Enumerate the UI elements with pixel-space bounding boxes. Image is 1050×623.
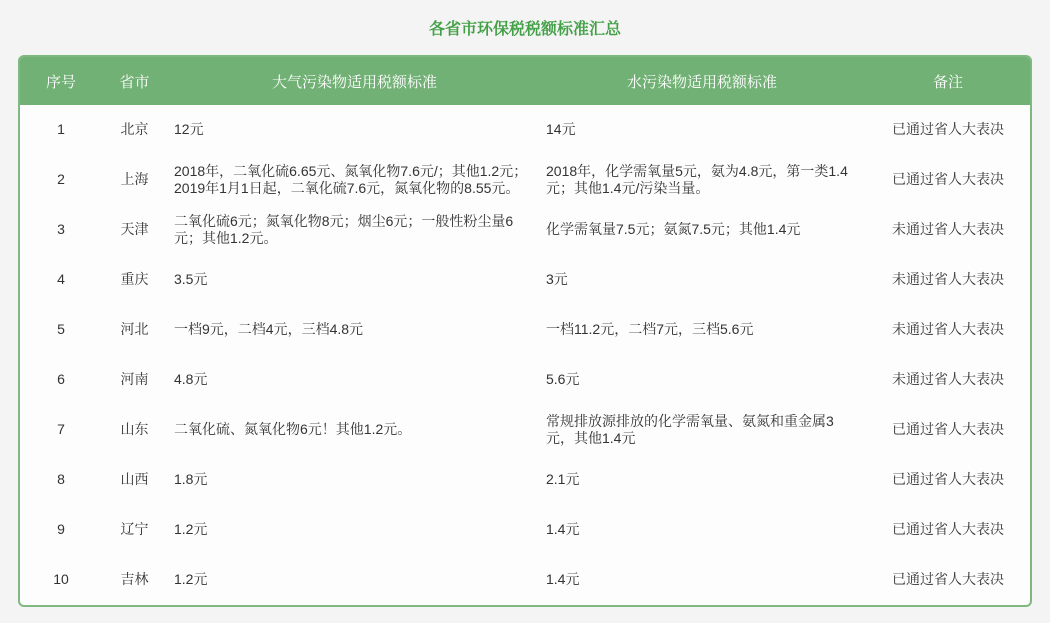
cell-index: 9 xyxy=(57,521,65,538)
cell-remark: 已通过省人大表决 xyxy=(892,421,1004,438)
cell-province: 吉林 xyxy=(120,571,149,588)
table-row xyxy=(20,205,1032,255)
cell-index: 2 xyxy=(57,171,65,188)
cell-air-standard: 1.2元 xyxy=(174,521,208,538)
page-title: 各省市环保税税额标准汇总 xyxy=(428,21,621,38)
cell-remark: 未通过省人大表决 xyxy=(892,221,1004,238)
cell-province: 山西 xyxy=(120,471,149,488)
cell-air-standard: 二氧化硫6元；氮氧化物8元；烟尘6元；一般性粉尘量6元；其他1.2元。 xyxy=(174,212,514,246)
table-row xyxy=(20,105,1032,155)
cell-remark: 未通过省人大表决 xyxy=(892,371,1004,388)
cell-remark: 已通过省人大表决 xyxy=(892,121,1004,138)
cell-air-standard: 3.5元 xyxy=(174,271,208,288)
cell-air-standard: 1.8元 xyxy=(174,471,208,488)
table-row xyxy=(20,405,1032,455)
cell-province: 河南 xyxy=(120,371,149,388)
cell-province: 北京 xyxy=(120,121,149,138)
cell-water-standard: 一档11.2元，二档7元，三档5.6元 xyxy=(546,321,754,338)
cell-province: 山东 xyxy=(120,421,149,438)
cell-remark: 已通过省人大表决 xyxy=(892,471,1004,488)
cell-index: 6 xyxy=(57,371,65,388)
cell-remark: 已通过省人大表决 xyxy=(892,171,1004,188)
cell-air-standard: 二氧化硫、氮氧化物6元！其他1.2元。 xyxy=(174,421,412,438)
cell-water-standard: 2018年，化学需氧量5元，氨为4.8元，第一类1.4元；其他1.4元/污染当量。 xyxy=(546,162,848,196)
header-cell-index: 序号 xyxy=(20,57,102,105)
cell-province: 河北 xyxy=(120,321,149,338)
table-row xyxy=(20,555,1032,605)
tax-standards-table xyxy=(20,57,1032,605)
table-row xyxy=(20,505,1032,555)
header-cell-province: 省市 xyxy=(102,57,167,105)
cell-remark: 已通过省人大表决 xyxy=(892,521,1004,538)
cell-water-standard: 常规排放源排放的化学需氧量、氨氮和重金属3元，其他1.4元 xyxy=(546,412,834,446)
table-header-row xyxy=(20,57,1032,105)
cell-remark: 未通过省人大表决 xyxy=(892,321,1004,338)
tax-standards-table-container xyxy=(18,55,1032,607)
cell-index: 8 xyxy=(57,471,65,488)
cell-province: 重庆 xyxy=(120,271,149,288)
header-cell-water: 水污染物适用税额标准 xyxy=(542,57,862,105)
cell-air-standard: 2018年，二氧化硫6.65元、氮氧化物7.6元/；其他1.2元；2019年1月1日起，二氧化硫7.6元，氮氧化物的8.55元。 xyxy=(174,162,528,196)
cell-water-standard: 14元 xyxy=(546,121,576,138)
cell-water-standard: 化学需氧量7.5元；氨氮7.5元；其他1.4元 xyxy=(546,221,801,238)
cell-water-standard: 1.4元 xyxy=(546,571,580,588)
header-cell-air: 大气污染物适用税额标准 xyxy=(167,57,542,105)
cell-water-standard: 3元 xyxy=(546,271,568,288)
cell-index: 1 xyxy=(57,121,65,138)
table-row xyxy=(20,305,1032,355)
cell-index: 10 xyxy=(53,571,69,588)
table-row xyxy=(20,255,1032,305)
cell-index: 4 xyxy=(57,271,65,288)
cell-water-standard: 2.1元 xyxy=(546,471,580,488)
cell-air-standard: 1.2元 xyxy=(174,571,208,588)
cell-index: 7 xyxy=(57,421,65,438)
cell-index: 3 xyxy=(57,221,65,238)
cell-remark: 已通过省人大表决 xyxy=(892,571,1004,588)
cell-province: 上海 xyxy=(120,171,149,188)
cell-province: 辽宁 xyxy=(120,521,149,538)
table-row xyxy=(20,455,1032,505)
cell-index: 5 xyxy=(57,321,65,338)
cell-province: 天津 xyxy=(120,221,149,238)
cell-air-standard: 一档9元，二档4元，三档4.8元 xyxy=(174,321,364,338)
header-cell-remark: 备注 xyxy=(862,57,1032,105)
cell-air-standard: 12元 xyxy=(174,121,204,138)
table-row xyxy=(20,355,1032,405)
cell-water-standard: 1.4元 xyxy=(546,521,580,538)
cell-remark: 未通过省人大表决 xyxy=(892,271,1004,288)
cell-air-standard: 4.8元 xyxy=(174,371,208,388)
cell-water-standard: 5.6元 xyxy=(546,371,580,388)
table-row xyxy=(20,155,1032,205)
